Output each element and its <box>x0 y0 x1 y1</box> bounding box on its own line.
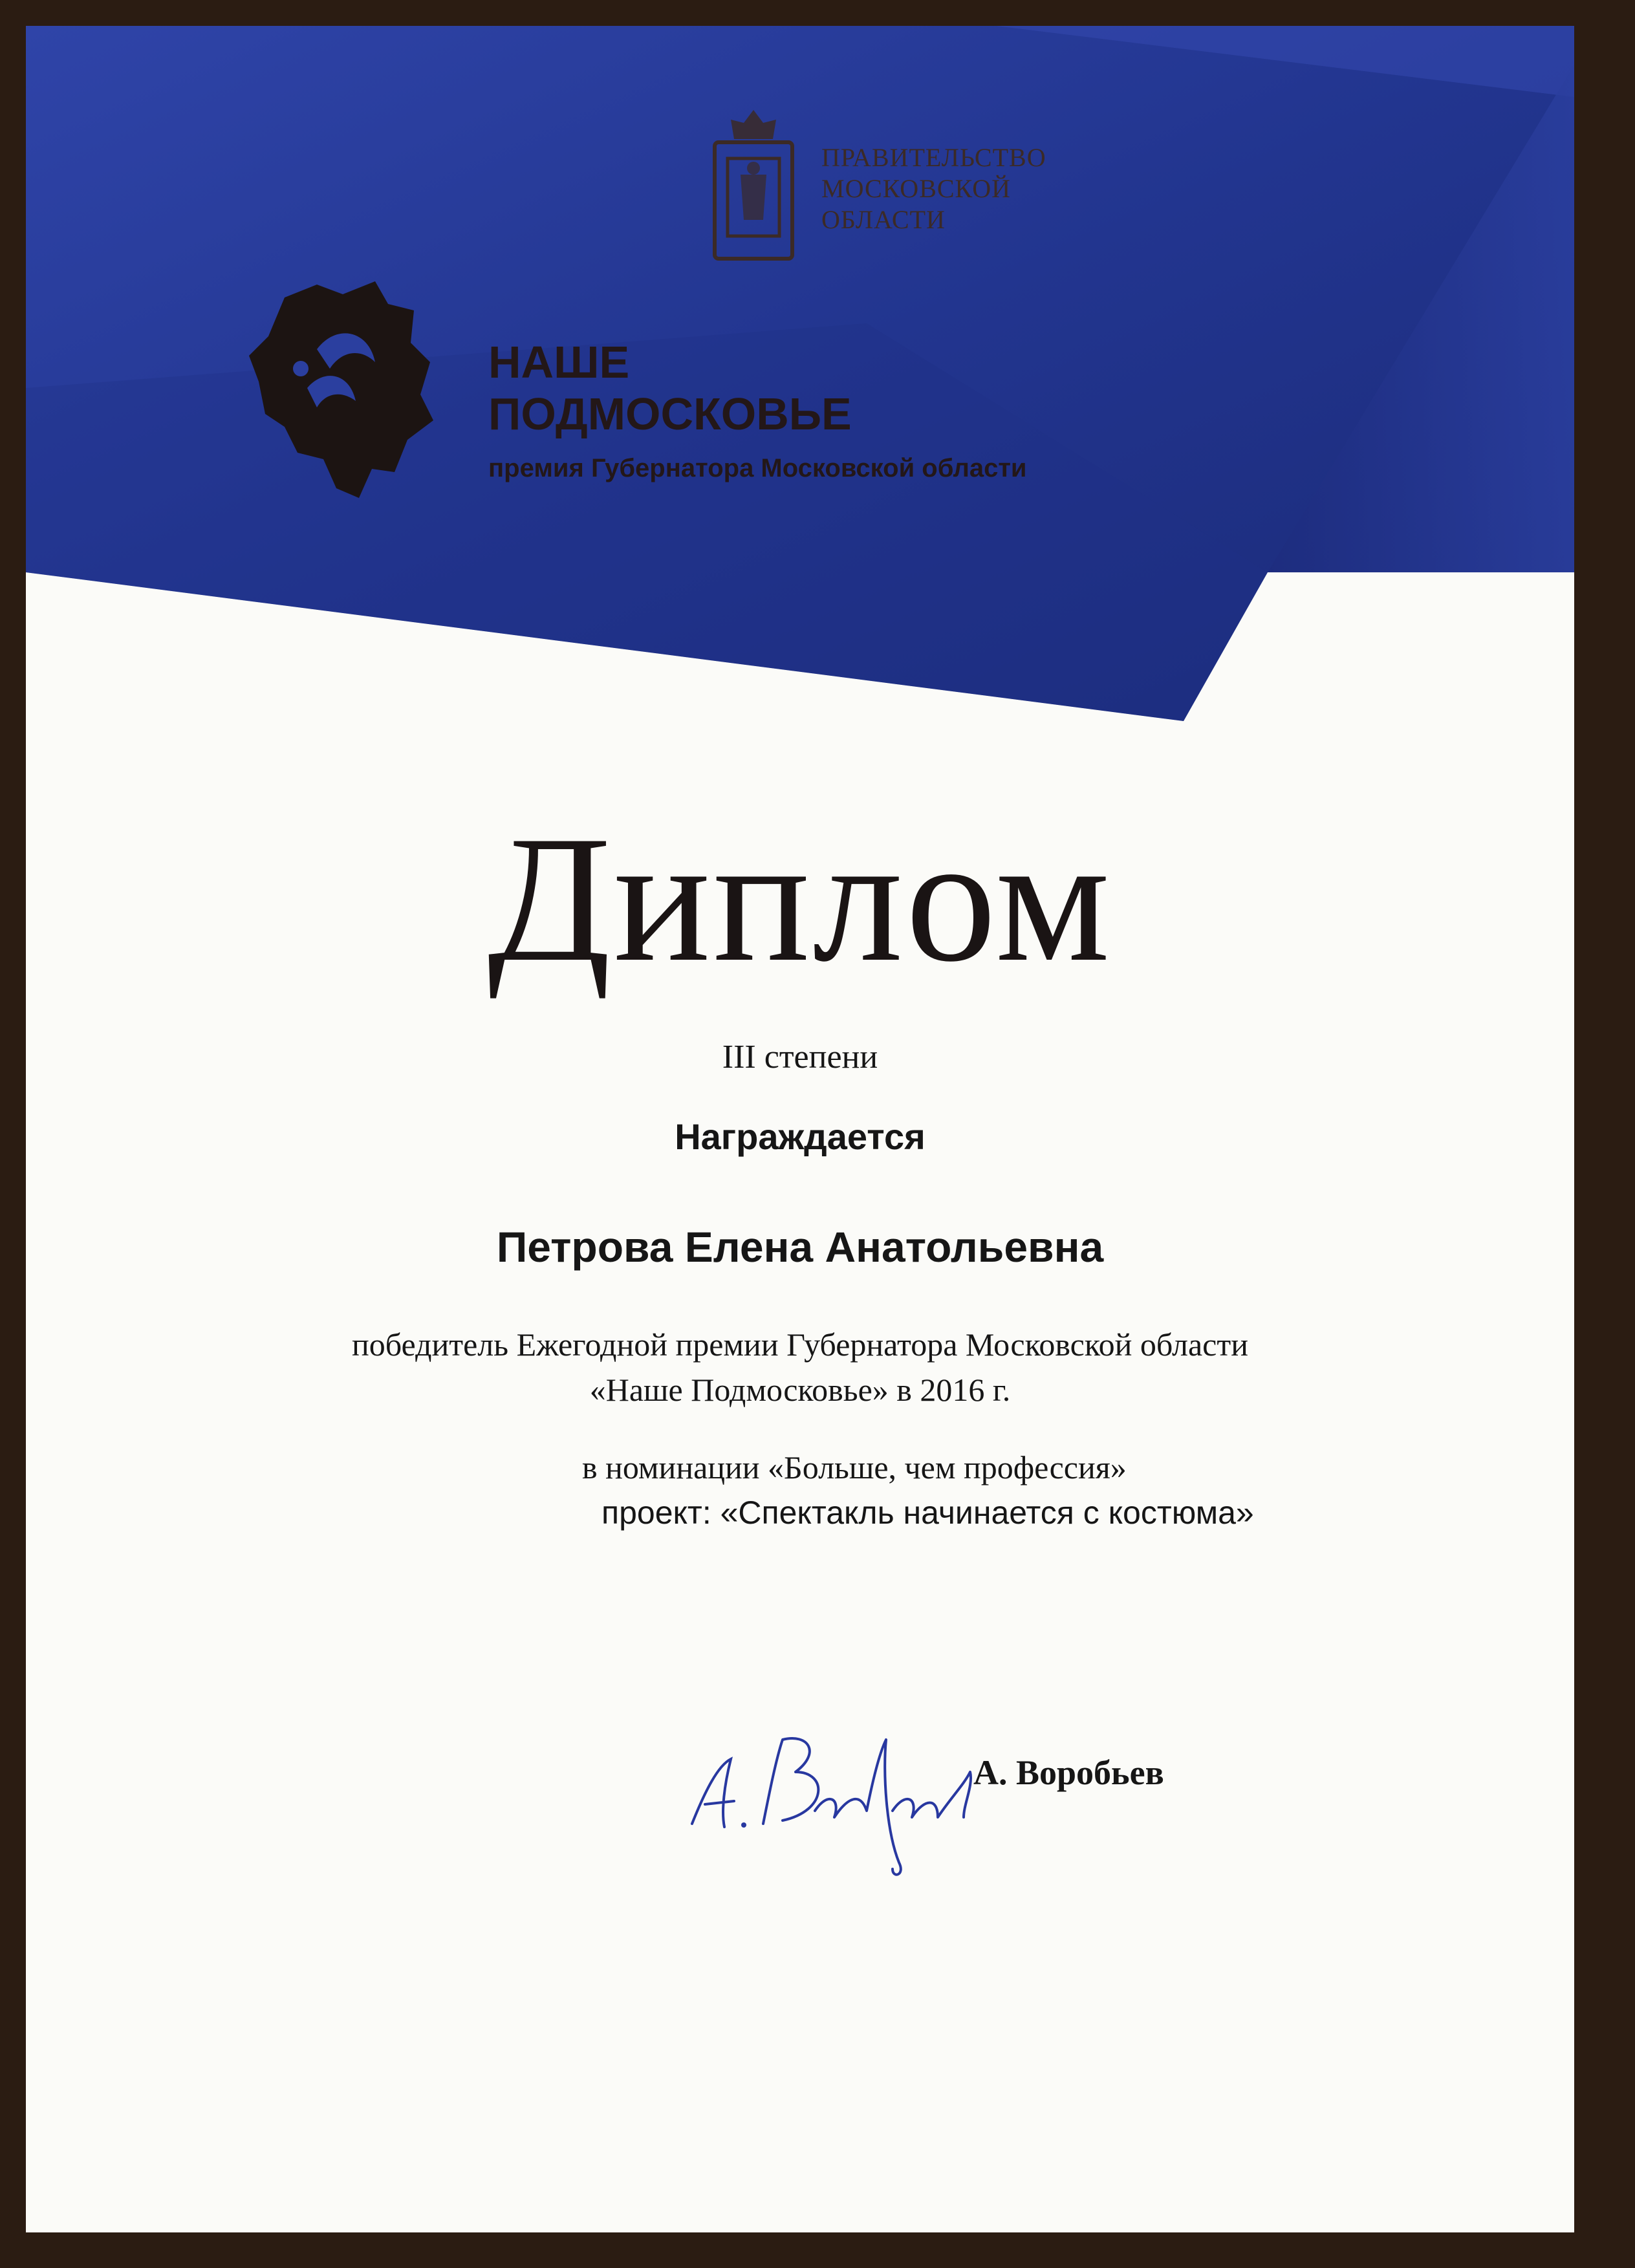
diploma-degree: III степени <box>722 1039 878 1075</box>
recipient-name: Петрова Елена Анатольевна <box>496 1223 1104 1271</box>
government-line-3: ОБЛАСТИ <box>821 205 946 234</box>
project-line: проект: «Спектакль начинается с костюма» <box>601 1495 1254 1531</box>
government-caption <box>821 142 1093 235</box>
program-title-line-2: ПОДМОСКОВЬЕ <box>488 389 852 439</box>
diploma-paper <box>26 26 1574 2232</box>
signer-name: А. Воробьев <box>973 1753 1164 1792</box>
government-line-1: ПРАВИТЕЛЬСТВО <box>821 143 1046 172</box>
awarded-caption: Награждается <box>675 1116 926 1157</box>
moscow-region-coat-of-arms-icon <box>705 103 802 272</box>
region-map-logo-icon <box>246 272 440 511</box>
description-line-1: победитель Ежегодной премии Губернатора Московской области <box>352 1326 1248 1363</box>
government-line-2: МОСКОВСКОЙ <box>821 174 1012 203</box>
nomination-line: в номинации «Больше, чем профессия» <box>582 1449 1127 1485</box>
program-subtitle: премия Губернатора Московской области <box>488 454 1027 482</box>
diploma-title: Диплом <box>487 798 1113 999</box>
description-line-2: «Наше Подмосковье» в 2016 г. <box>589 1372 1011 1408</box>
handwritten-signature <box>679 1714 990 1882</box>
program-title <box>488 336 1070 440</box>
program-title-line-1: НАШЕ <box>488 337 630 387</box>
